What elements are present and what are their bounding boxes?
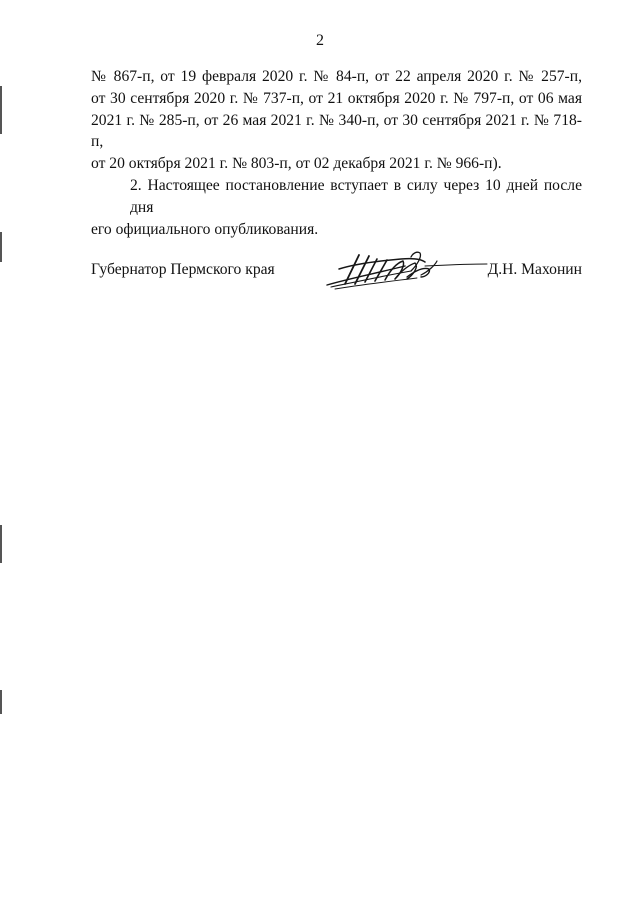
scan-edge-mark <box>0 232 2 262</box>
scan-edge-mark <box>0 525 2 563</box>
signature-block <box>91 261 582 295</box>
body-line: от 20 октября 2021 г. № 803-п, от 02 декабря 2021 г. № 966-п). <box>91 155 502 173</box>
document-body <box>91 66 582 240</box>
body-line: от 30 сентября 2020 г. № 737-п, от 21 октября 2020 г. № 797-п, от 06 мая <box>91 89 582 107</box>
body-line: № 867-п, от 19 февраля 2020 г. № 84-п, от 22 апреля 2020 г. № 257-п, <box>91 68 582 85</box>
paragraph-2-line: 2. Настоящее постановление вступает в силу через 10 дней после дня <box>130 176 582 216</box>
scan-edge-mark <box>0 86 2 134</box>
page-number: 2 <box>316 32 324 49</box>
signer-name: Д.Н. Махонин <box>487 261 582 278</box>
signer-title: Губернатор Пермского края <box>91 261 275 278</box>
body-line: 2021 г. № 285-п, от 26 мая 2021 г. № 340-п, от 30 сентября 2021 г. № 718-п, <box>91 111 582 151</box>
paragraph-2-line: его официального опубликования. <box>91 220 319 238</box>
scan-edge-mark <box>0 690 2 714</box>
handwritten-signature <box>325 249 490 295</box>
